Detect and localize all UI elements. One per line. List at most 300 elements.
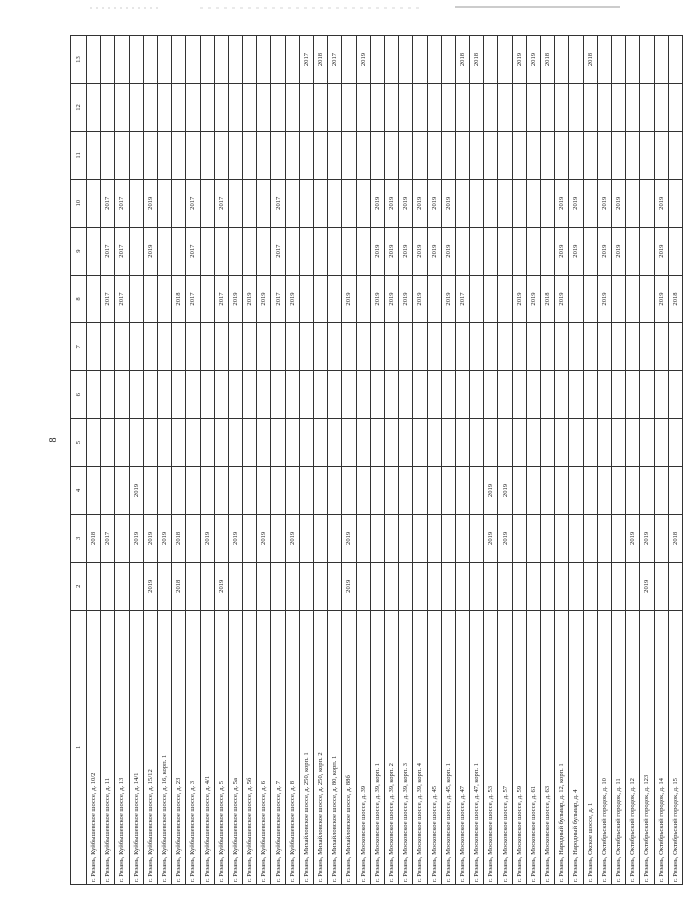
column-header: 12 [71, 84, 87, 132]
table-row [342, 36, 356, 885]
table-row [271, 36, 285, 885]
year-cell [101, 131, 115, 179]
year-cell [541, 323, 555, 371]
address-cell: г. Рязань, Московское шоссе, д. 39, корп. 4 [413, 610, 427, 884]
address-cell: г. Рязань, Михайловское шоссе, д. 250, корп. 1 [299, 610, 313, 884]
year-cell [87, 467, 101, 515]
address-cell: г. Рязань, Куйбышевское шоссе, д. 15/12 [143, 610, 157, 884]
year-cell [611, 514, 625, 562]
year-cell [583, 371, 597, 419]
year-cell [555, 36, 569, 84]
year-cell [214, 84, 228, 132]
year-cell [526, 419, 540, 467]
year-cell [427, 131, 441, 179]
column-header: 13 [71, 36, 87, 84]
year-cell: 2019 [200, 514, 214, 562]
year-cell [384, 84, 398, 132]
year-cell: 2019 [413, 275, 427, 323]
year-cell [370, 131, 384, 179]
year-cell [640, 179, 654, 227]
year-cell [654, 36, 668, 84]
year-cell: 2019 [243, 275, 257, 323]
table-row [626, 36, 640, 885]
year-cell [484, 275, 498, 323]
address-cell: г. Рязань, Народный бульвар, д. 12, корп. 1 [555, 610, 569, 884]
year-cell [583, 323, 597, 371]
year-cell [356, 467, 370, 515]
year-cell [243, 562, 257, 610]
year-cell [214, 371, 228, 419]
year-cell [541, 514, 555, 562]
year-cell [157, 131, 171, 179]
year-cell [243, 419, 257, 467]
year-cell [654, 562, 668, 610]
year-cell: 2018 [583, 36, 597, 84]
year-cell [427, 467, 441, 515]
year-cell [484, 562, 498, 610]
year-cell: 2017 [214, 179, 228, 227]
year-cell: 2017 [271, 227, 285, 275]
year-cell [257, 467, 271, 515]
table-row [512, 36, 526, 885]
year-cell [526, 371, 540, 419]
year-cell [626, 323, 640, 371]
year-cell [611, 467, 625, 515]
address-cell: г. Рязань, Михайловское шоссе, д. 250, корп. 2 [314, 610, 328, 884]
year-cell [328, 371, 342, 419]
year-cell [640, 419, 654, 467]
year-cell [285, 131, 299, 179]
year-cell [172, 419, 186, 467]
year-cell: 2019 [342, 275, 356, 323]
year-cell [654, 323, 668, 371]
year-cell [512, 562, 526, 610]
year-cell [271, 323, 285, 371]
table-row [101, 36, 115, 885]
address-cell: г. Рязань, Куйбышевское шоссе, д. 23 [172, 610, 186, 884]
year-cell [257, 179, 271, 227]
year-cell [583, 562, 597, 610]
year-cell [186, 562, 200, 610]
table-row [413, 36, 427, 885]
year-cell: 2017 [115, 179, 129, 227]
year-cell [299, 179, 313, 227]
year-cell: 2019 [427, 179, 441, 227]
year-cell [214, 36, 228, 84]
year-cell [157, 562, 171, 610]
year-cell [314, 419, 328, 467]
year-cell [668, 84, 682, 132]
year-cell [186, 419, 200, 467]
year-cell [611, 84, 625, 132]
year-cell [115, 467, 129, 515]
year-cell: 2017 [101, 179, 115, 227]
year-cell [257, 371, 271, 419]
year-cell [399, 371, 413, 419]
year-cell [626, 371, 640, 419]
year-cell [455, 227, 469, 275]
table-row [370, 36, 384, 885]
year-cell: 2017 [271, 179, 285, 227]
year-cell: 2019 [413, 179, 427, 227]
year-cell [356, 562, 370, 610]
year-cell [413, 131, 427, 179]
year-cell [243, 514, 257, 562]
year-cell [470, 84, 484, 132]
year-cell: 2019 [512, 36, 526, 84]
year-cell [470, 131, 484, 179]
year-cell [668, 179, 682, 227]
year-cell [484, 323, 498, 371]
header-row [71, 36, 87, 885]
address-cell: г. Рязань, Московское шоссе, д. 63 [541, 610, 555, 884]
year-cell [228, 323, 242, 371]
year-cell [583, 84, 597, 132]
year-cell: 2019 [370, 227, 384, 275]
year-cell: 2019 [285, 514, 299, 562]
year-cell: 2019 [143, 562, 157, 610]
year-cell [555, 371, 569, 419]
year-cell [541, 467, 555, 515]
address-cell: г. Рязань, Московское шоссе, д. 53 [484, 610, 498, 884]
year-cell [172, 179, 186, 227]
year-cell: 2019 [498, 467, 512, 515]
year-cell [526, 514, 540, 562]
column-header: 7 [71, 323, 87, 371]
year-cell: 2018 [541, 275, 555, 323]
year-cell [399, 131, 413, 179]
year-cell [243, 131, 257, 179]
year-cell [214, 467, 228, 515]
table-row [526, 36, 540, 885]
year-cell [356, 275, 370, 323]
year-cell [384, 562, 398, 610]
year-cell [555, 419, 569, 467]
year-cell: 2017 [186, 275, 200, 323]
year-cell: 2017 [271, 275, 285, 323]
year-cell [512, 84, 526, 132]
year-cell [597, 562, 611, 610]
year-cell [526, 227, 540, 275]
year-cell [186, 36, 200, 84]
address-cell: г. Рязань, Октябрьский городок, д. 10 [597, 610, 611, 884]
year-cell: 2018 [87, 514, 101, 562]
year-cell [129, 131, 143, 179]
year-cell [441, 371, 455, 419]
year-cell [668, 131, 682, 179]
year-cell [668, 467, 682, 515]
year-cell [228, 131, 242, 179]
year-cell [441, 36, 455, 84]
year-cell [228, 419, 242, 467]
year-cell [597, 84, 611, 132]
year-cell [541, 371, 555, 419]
year-cell [257, 323, 271, 371]
year-cell [512, 227, 526, 275]
year-cell [597, 467, 611, 515]
year-cell: 2019 [257, 514, 271, 562]
year-cell [314, 467, 328, 515]
year-cell [583, 131, 597, 179]
year-cell [626, 179, 640, 227]
year-cell [143, 36, 157, 84]
year-cell [626, 131, 640, 179]
year-cell: 2019 [441, 275, 455, 323]
year-cell [555, 323, 569, 371]
year-cell [87, 84, 101, 132]
year-cell: 2019 [285, 275, 299, 323]
table-row [328, 36, 342, 885]
year-cell [498, 84, 512, 132]
year-cell [172, 323, 186, 371]
year-cell [87, 371, 101, 419]
address-cell: г. Рязань, Окское шоссе, д. 1 [583, 610, 597, 884]
year-cell [356, 323, 370, 371]
year-cell [143, 467, 157, 515]
year-cell: 2017 [101, 227, 115, 275]
table-row [129, 36, 143, 885]
year-cell [243, 227, 257, 275]
year-cell [470, 419, 484, 467]
year-cell [257, 36, 271, 84]
address-cell: г. Рязань, Михайловское шоссе, д. 80, корп. 1 [328, 610, 342, 884]
year-cell [314, 371, 328, 419]
year-cell: 2019 [498, 514, 512, 562]
year-cell [427, 514, 441, 562]
year-cell [328, 467, 342, 515]
year-cell: 2017 [186, 179, 200, 227]
year-cell [172, 371, 186, 419]
year-cell [569, 562, 583, 610]
address-cell: г. Рязань, Михайловское шоссе, д. 88б [342, 610, 356, 884]
year-cell [569, 419, 583, 467]
year-cell: 2019 [654, 179, 668, 227]
year-cell [427, 371, 441, 419]
address-cell: г. Рязань, Московское шоссе, д. 47 [455, 610, 469, 884]
year-cell [129, 323, 143, 371]
year-cell [186, 323, 200, 371]
year-cell: 2018 [172, 514, 186, 562]
year-cell: 2018 [172, 562, 186, 610]
year-cell [441, 323, 455, 371]
address-cell: г. Рязань, Московское шоссе, д. 59 [512, 610, 526, 884]
year-cell [413, 323, 427, 371]
year-cell [172, 467, 186, 515]
year-cell [271, 419, 285, 467]
year-cell [399, 36, 413, 84]
year-cell [328, 84, 342, 132]
year-cell [555, 514, 569, 562]
address-cell: г. Рязань, Куйбышевское шоссе, д. 5 [214, 610, 228, 884]
year-cell [342, 131, 356, 179]
table-row [597, 36, 611, 885]
year-cell [441, 131, 455, 179]
year-cell [115, 84, 129, 132]
year-cell [299, 275, 313, 323]
year-cell [342, 371, 356, 419]
year-cell [214, 514, 228, 562]
year-cell [569, 371, 583, 419]
year-cell [611, 419, 625, 467]
table-body [87, 36, 683, 885]
year-cell [200, 371, 214, 419]
year-cell [668, 36, 682, 84]
year-cell [228, 371, 242, 419]
year-cell [441, 562, 455, 610]
year-cell [455, 323, 469, 371]
year-cell [498, 323, 512, 371]
year-cell [200, 36, 214, 84]
year-cell [611, 562, 625, 610]
address-cell: г. Рязань, Куйбышевское шоссе, д. 3 [186, 610, 200, 884]
table-row [470, 36, 484, 885]
year-cell: 2018 [172, 275, 186, 323]
year-cell [541, 179, 555, 227]
address-cell: г. Рязань, Куйбышевское шоссе, д. 7 [271, 610, 285, 884]
table-row [427, 36, 441, 885]
year-cell [87, 36, 101, 84]
year-cell [413, 419, 427, 467]
year-cell [626, 36, 640, 84]
year-cell [101, 371, 115, 419]
year-cell: 2019 [399, 179, 413, 227]
table-row [441, 36, 455, 885]
year-cell [441, 467, 455, 515]
year-cell: 2018 [668, 275, 682, 323]
year-cell [441, 514, 455, 562]
table-row [257, 36, 271, 885]
year-cell [654, 131, 668, 179]
year-cell: 2019 [526, 275, 540, 323]
year-cell [597, 514, 611, 562]
year-cell [498, 371, 512, 419]
address-cell: г. Рязань, Октябрьский городок, д. 123 [640, 610, 654, 884]
year-cell [626, 419, 640, 467]
year-cell [243, 371, 257, 419]
year-cell [668, 419, 682, 467]
year-cell [186, 84, 200, 132]
year-cell [626, 562, 640, 610]
year-cell [157, 467, 171, 515]
year-cell [498, 179, 512, 227]
year-cell [427, 275, 441, 323]
column-header: 8 [71, 275, 87, 323]
year-cell [569, 84, 583, 132]
year-cell [143, 419, 157, 467]
year-cell [498, 227, 512, 275]
year-cell: 2019 [640, 514, 654, 562]
year-cell [257, 227, 271, 275]
year-cell: 2019 [427, 227, 441, 275]
year-cell [597, 371, 611, 419]
year-cell: 2019 [626, 514, 640, 562]
year-cell [455, 371, 469, 419]
year-cell [328, 131, 342, 179]
year-cell: 2019 [228, 275, 242, 323]
year-cell [157, 323, 171, 371]
year-cell [384, 514, 398, 562]
year-cell [143, 131, 157, 179]
year-cell: 2019 [143, 227, 157, 275]
table-row [668, 36, 682, 885]
year-cell [526, 179, 540, 227]
year-cell [271, 84, 285, 132]
year-cell [441, 84, 455, 132]
year-cell: 2019 [143, 179, 157, 227]
year-cell: 2017 [299, 36, 313, 84]
year-cell [640, 36, 654, 84]
year-cell: 2019 [597, 179, 611, 227]
year-cell [115, 514, 129, 562]
year-cell [299, 419, 313, 467]
year-cell [172, 131, 186, 179]
table-row [399, 36, 413, 885]
table-row [157, 36, 171, 885]
year-cell [569, 131, 583, 179]
year-cell: 2019 [399, 227, 413, 275]
year-cell [299, 84, 313, 132]
year-cell [597, 131, 611, 179]
year-cell [87, 275, 101, 323]
year-cell [101, 84, 115, 132]
year-cell: 2017 [115, 275, 129, 323]
year-cell [484, 419, 498, 467]
column-header: 5 [71, 419, 87, 467]
year-cell [285, 323, 299, 371]
year-cell [427, 323, 441, 371]
year-cell [399, 514, 413, 562]
year-cell [129, 562, 143, 610]
year-cell [370, 514, 384, 562]
year-cell: 2018 [668, 514, 682, 562]
year-cell [314, 323, 328, 371]
year-cell [526, 84, 540, 132]
year-cell [555, 467, 569, 515]
year-cell [129, 179, 143, 227]
address-cell: г. Рязань, Московское шоссе, д. 39 [356, 610, 370, 884]
address-cell: г. Рязань, Октябрьский городок, д. 14 [654, 610, 668, 884]
year-cell: 2019 [611, 179, 625, 227]
year-cell [470, 323, 484, 371]
address-cell: г. Рязань, Куйбышевское шоссе, д. 4/1 [200, 610, 214, 884]
year-cell [299, 323, 313, 371]
year-cell [455, 467, 469, 515]
year-cell [101, 562, 115, 610]
year-cell [200, 84, 214, 132]
year-cell [356, 371, 370, 419]
year-cell [271, 371, 285, 419]
year-cell [342, 84, 356, 132]
year-cell [200, 419, 214, 467]
year-cell [356, 179, 370, 227]
year-cell [299, 514, 313, 562]
year-cell [115, 323, 129, 371]
year-cell [157, 419, 171, 467]
year-cell [342, 36, 356, 84]
year-cell: 2019 [399, 275, 413, 323]
year-cell [555, 84, 569, 132]
year-cell: 2017 [101, 275, 115, 323]
year-cell: 2019 [654, 275, 668, 323]
column-header: 3 [71, 514, 87, 562]
year-cell [384, 131, 398, 179]
year-cell [597, 419, 611, 467]
year-cell [200, 562, 214, 610]
year-cell [285, 419, 299, 467]
year-cell [569, 514, 583, 562]
year-cell [470, 562, 484, 610]
year-cell [129, 227, 143, 275]
